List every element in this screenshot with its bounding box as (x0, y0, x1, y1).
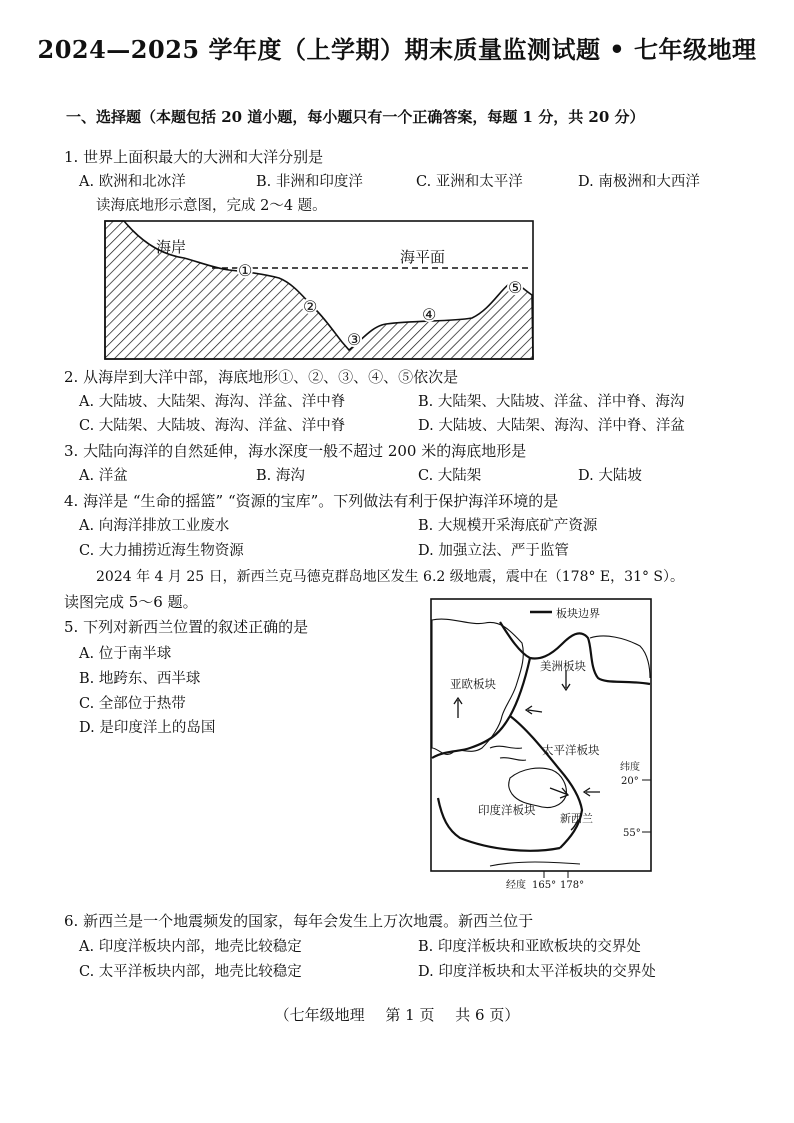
question-3-option-c: C. 大陆架 (418, 468, 482, 484)
question-1-option-a: A. 欧洲和北冰洋 (79, 174, 186, 190)
question-5-option-a: A. 位于南半球 (79, 646, 172, 662)
question-4-option-b: B. 大规模开采海底矿产资源 (418, 518, 598, 534)
question-6-stem: 6. 新西兰是一个地震频发的国家，每年会发生上万次地震。新西兰位于 (64, 912, 534, 930)
question-6-option-b: B. 印度洋板块和亚欧板块的交界处 (418, 939, 641, 955)
marker-2: ② (303, 297, 318, 316)
map-frame (431, 599, 651, 871)
question-3-stem: 3. 大陆向海洋的自然延伸，海水深度一般不超过 200 米的海底地形是 (64, 442, 527, 460)
question-5-option-d: D. 是印度洋上的岛国 (79, 720, 216, 736)
marker-1: ① (238, 261, 253, 280)
lat-axis-label: 纬度 (620, 762, 640, 773)
pacific-plate-label: 太平洋板块 (542, 743, 600, 757)
eurasian-plate-label: 亚欧板块 (450, 677, 496, 691)
question-3-option-b: B. 海沟 (256, 468, 305, 484)
question-2-stem: 2. 从海岸到大洋中部，海底地形①、②、③、④、⑤依次是 (64, 368, 459, 386)
question-4-stem: 4. 海洋是 “生命的摇篮” “资源的宝库”。下列做法有利于保护海洋环境的是 (64, 492, 559, 510)
question-1-option-d: D. 南极洲和大西洋 (578, 174, 700, 190)
page-title: 2024—2025 学年度（上学期）期末质量监测试题 • 七年级地理 (37, 35, 757, 64)
footer-page: 第 1 页 (385, 1006, 435, 1024)
question-4-option-d: D. 加强立法、严于监管 (418, 543, 569, 559)
lon-axis-label: 经度 (506, 880, 526, 891)
question-1-option-c: C. 亚洲和太平洋 (416, 174, 523, 190)
seafloor-diagram (104, 220, 534, 360)
coast-label: 海岸 (156, 238, 187, 256)
marker-5: ⑤ (508, 278, 523, 297)
legend-label: 板块边界 (556, 607, 600, 620)
question-1-stem: 1. 世界上面积最大的大洲和大洋分别是 (64, 148, 324, 166)
question-2-option-b: B. 大陆架、大陆坡、洋盆、洋中脊、海沟 (418, 394, 685, 410)
intro-2-4: 读海底地形示意图，完成 2～4 题。 (96, 198, 327, 214)
question-2-option-c: C. 大陆架、大陆坡、海沟、洋盆、洋中脊 (79, 418, 346, 434)
marker-3: ③ (347, 330, 362, 349)
footer-total: 共 6 页） (455, 1006, 520, 1024)
marker-4: ④ (422, 305, 437, 324)
page-footer (0, 1004, 794, 1025)
indian-plate-label: 印度洋板块 (478, 803, 536, 817)
question-6-option-c: C. 太平洋板块内部，地壳比较稳定 (79, 964, 302, 980)
new-zealand-label: 新西兰 (560, 812, 593, 825)
sea-level-label: 海平面 (400, 248, 446, 266)
question-5-option-b: B. 地跨东、西半球 (79, 671, 201, 687)
question-4-option-a: A. 向海洋排放工业废水 (79, 518, 230, 534)
question-2-option-d: D. 大陆坡、大陆架、海沟、洋中脊、洋盆 (418, 418, 685, 434)
section-heading: 一、选择题（本题包括 20 道小题，每小题只有一个正确答案，每题 1 分，共 20 分） (66, 108, 645, 126)
question-5-stem: 5. 下列对新西兰位置的叙述正确的是 (64, 618, 309, 636)
question-5-option-c: C. 全部位于热带 (79, 696, 186, 712)
plate-map (430, 598, 660, 894)
question-2-option-a: A. 大陆坡、大陆架、海沟、洋盆、洋中脊 (79, 394, 346, 410)
question-3-option-a: A. 洋盆 (79, 468, 128, 484)
question-6-option-a: A. 印度洋板块内部，地壳比较稳定 (79, 939, 302, 955)
intro-5-6-line2: 读图完成 5～6 题。 (64, 593, 198, 611)
lat-55-label: 55° (623, 828, 641, 839)
question-6-option-d: D. 印度洋板块和太平洋板块的交界处 (418, 964, 656, 980)
lon-165-label: 165° (532, 880, 557, 891)
american-plate-label: 美洲板块 (540, 659, 586, 673)
footer-subject: （七年级地理 (274, 1006, 365, 1024)
question-3-option-d: D. 大陆坡 (578, 468, 642, 484)
question-4-option-c: C. 大力捕捞近海生物资源 (79, 543, 244, 559)
intro-5-6-line1: 2024 年 4 月 25 日，新西兰克马德克群岛地区发生 6.2 级地震，震中在（178° E，31° S）。 (96, 569, 685, 585)
lat-20-label: 20° (621, 776, 639, 787)
question-1-option-b: B. 非洲和印度洋 (256, 174, 363, 190)
lon-178-label: 178° (560, 880, 585, 891)
